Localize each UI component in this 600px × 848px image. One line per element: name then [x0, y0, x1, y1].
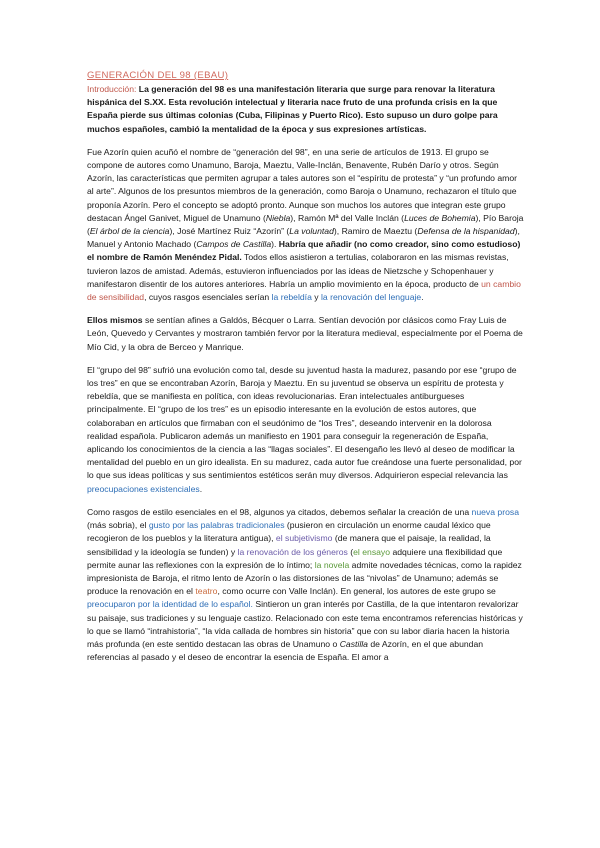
- highlight-identity: preocuparon por la identidad de lo español.: [87, 599, 253, 610]
- text-span: ), José Martínez Ruiz “Azorín” (: [169, 226, 290, 237]
- highlight-prose: nueva prosa: [471, 506, 520, 517]
- highlight-genres: la renovación de los géneros: [237, 546, 348, 557]
- influences-paragraph: [87, 314, 524, 354]
- document-title: GENERACIÓN DEL 98 (EBAU): [87, 70, 229, 81]
- bold-note: Habría que añadir (no como creador, sino como estudioso) el nombre de Ramón Menéndez Pidal.: [87, 239, 521, 263]
- highlight-essay: el ensayo: [353, 546, 391, 557]
- work-title: Defensa de la hispanidad: [417, 226, 515, 237]
- highlight-subjectivism: el subjetivismo: [275, 533, 333, 544]
- intro-label: Introducción:: [87, 84, 137, 94]
- intro-text: La generación del 98 es una manifestación literaria que surge para renovar la literatura hispánica del S.XX. Esta revolución intelectual y literaria nace fruto de una profunda crisis en la que España pierde sus últimas colonias (Cuba, Filipinas y Puerto Rico). Esto supuso un duro golpe para muchos españoles, cambió la mentalidad de la época y sus expresiones artísticas.: [87, 84, 498, 134]
- text-span: Sintieron un gran interés por Castilla, de la que intentaron revalorizar su paisaje, sus tradiciones y su lenguaje castizo. Relacionado con este tema encontramos referencias históricas y lo que se llamó “intrahistoria”, “la vida callada de hombres sin historia” que con su labor diaria hacen la historia más profunda (en este sentido destacan las obras de Unamuno o: [87, 599, 523, 649]
- text-span: (: [347, 546, 354, 557]
- work-title: Luces de Bohemia: [404, 212, 476, 223]
- text-span: , como ocurre con Valle Inclán). En general, los autores de este grupo se: [217, 586, 496, 597]
- text-span: adquiere una flexibilidad que permite aunar las reflexiones con la expresión de lo íntimo;: [87, 546, 503, 570]
- style-paragraph: [87, 506, 524, 664]
- work-title: Castilla: [339, 638, 368, 649]
- text-span: (más sobria), el: [87, 520, 149, 531]
- work-title: Niebla: [265, 212, 291, 223]
- text-span: ), Ramiro de Maeztu (: [333, 226, 418, 237]
- text-span: (pusieron en circulación un enorme caudal léxico que recogieron de los pueblos y la literatura antigua),: [87, 520, 491, 544]
- text-span: El “grupo del 98” sufrió una evolución como tal, desde su juventud hasta la madurez, pasando por ese “grupo de los tres” en que se encontraban Azorín, Baroja y Maeztu. En su juventud se observa un espíritu de protesta y rebeldía, que se manifiesta en política, con ideas revolucionarias. Eran intelectuales antiburgueses principalmente. El “grupo de los tres” es un episodio interesante en la evolución de estos autores, que colaboraban en artículos que firmaban con el seudónimo de “los Tres”, deseando intervenir en la dolorosa realidad española. Publicaron además un manifiesto en 1901 para conseguir la regeneración de España, aplicando los conocimientos de la ciencia a las “llagas sociales”. El desengaño les llevó al deseo de modificar la mentalidad del pueblo en un giro idealista. En su madurez, cada autor fue creándose una fuerte personalidad, por lo que sus ideas políticas y sus sentimientos estéticos serán muy diversos. Adquirieron especial relevancia las: [87, 364, 522, 481]
- text-span: (de manera que el paisaje, la realidad, la sensibilidad y la ideología se funden) y: [87, 533, 491, 557]
- highlight-theatre: teatro: [195, 586, 218, 597]
- text-span: y: [311, 292, 321, 303]
- work-title: El árbol de la ciencia: [89, 226, 170, 237]
- intro-paragraph: [87, 83, 524, 136]
- text-span: se sentían afines a Galdós, Bécquer o Larra. Sentían devoción por clásicos como Fray Luis de León, Quevedo y Cervantes y mostraron también fervor por la literatura medieval, especialmente por el Poema de Mío Cid, y la obra de Berceo y Manrique.: [87, 315, 523, 352]
- text-span: .: [199, 483, 203, 494]
- highlight-existential: preocupaciones existenciales: [87, 483, 200, 494]
- text-span: Fue Azorín quien acuñó el nombre de “generación del 98”, en una serie de artículos de 1913. El grupo se compone de autores como Unamuno, Baroja, Maeztu, Valle-Inclán, Benavente, Rubén Darío y otros. Según Azorín, las características que permiten agrupar a tales autores son el “espíritu de protesta” y “un profundo amor al arte”. Algunos de los presuntos miembros de la generación, como Baroja o Unamuno, rechazaron el título que proponía Azorín. Pero el concepto se adoptó pronto. Aunque son muchos los autores que integran este grupo destacan Ángel Ganivet, Miguel de Unamuno (: [87, 146, 518, 223]
- text-span: Como rasgos de estilo esenciales en el 98, algunos ya citados, debemos señalar la creación de una: [87, 506, 472, 517]
- highlight-rebellion: la rebeldía: [271, 292, 312, 303]
- text-span: de Azorín, en el que abundan referencias al pasado y el deseo de encontrar la esencia de España. El amor a: [87, 638, 484, 663]
- text-span: , cuyos rasgos esenciales serían: [144, 292, 272, 303]
- text-span: Todos ellos asistieron a tertulias, colaboraron en las mismas revistas, tuvieron lazos de amistad. Además, estuvieron influenciados por las ideas de Nietzsche y Schopenhauer y manifestaron disentir de los autores anteriores. Habría un amplio movimiento en la época, producto de: [87, 252, 509, 289]
- highlight-novel: la novela: [314, 559, 350, 570]
- highlight-sensibility: un cambio de sensibilidad: [87, 278, 521, 303]
- highlight-words: gusto por las palabras tradicionales: [148, 520, 285, 531]
- text-span: ), Ramón Mª del Valle Inclán (: [290, 212, 405, 223]
- authors-paragraph: [87, 146, 524, 304]
- evolution-paragraph: [87, 364, 524, 496]
- bold-lead: Ellos mismos: [87, 315, 143, 326]
- work-title: Campos de Castilla: [196, 239, 272, 250]
- text-span: admite novedades técnicas, como la rapidez impresionista de Baroja, el ritmo lento de Azorín o las distorsiones de las “nivolas” de Unamuno; además se produce la renovación en el: [87, 559, 522, 597]
- text-span: .: [421, 292, 424, 303]
- text-span: ).: [271, 239, 279, 250]
- text-span: ), Manuel y Antonio Machado (: [87, 226, 520, 250]
- work-title: La voluntad: [289, 226, 334, 237]
- highlight-language: la renovación del lenguaje: [320, 292, 422, 303]
- text-span: ), Pío Baroja (: [87, 212, 524, 237]
